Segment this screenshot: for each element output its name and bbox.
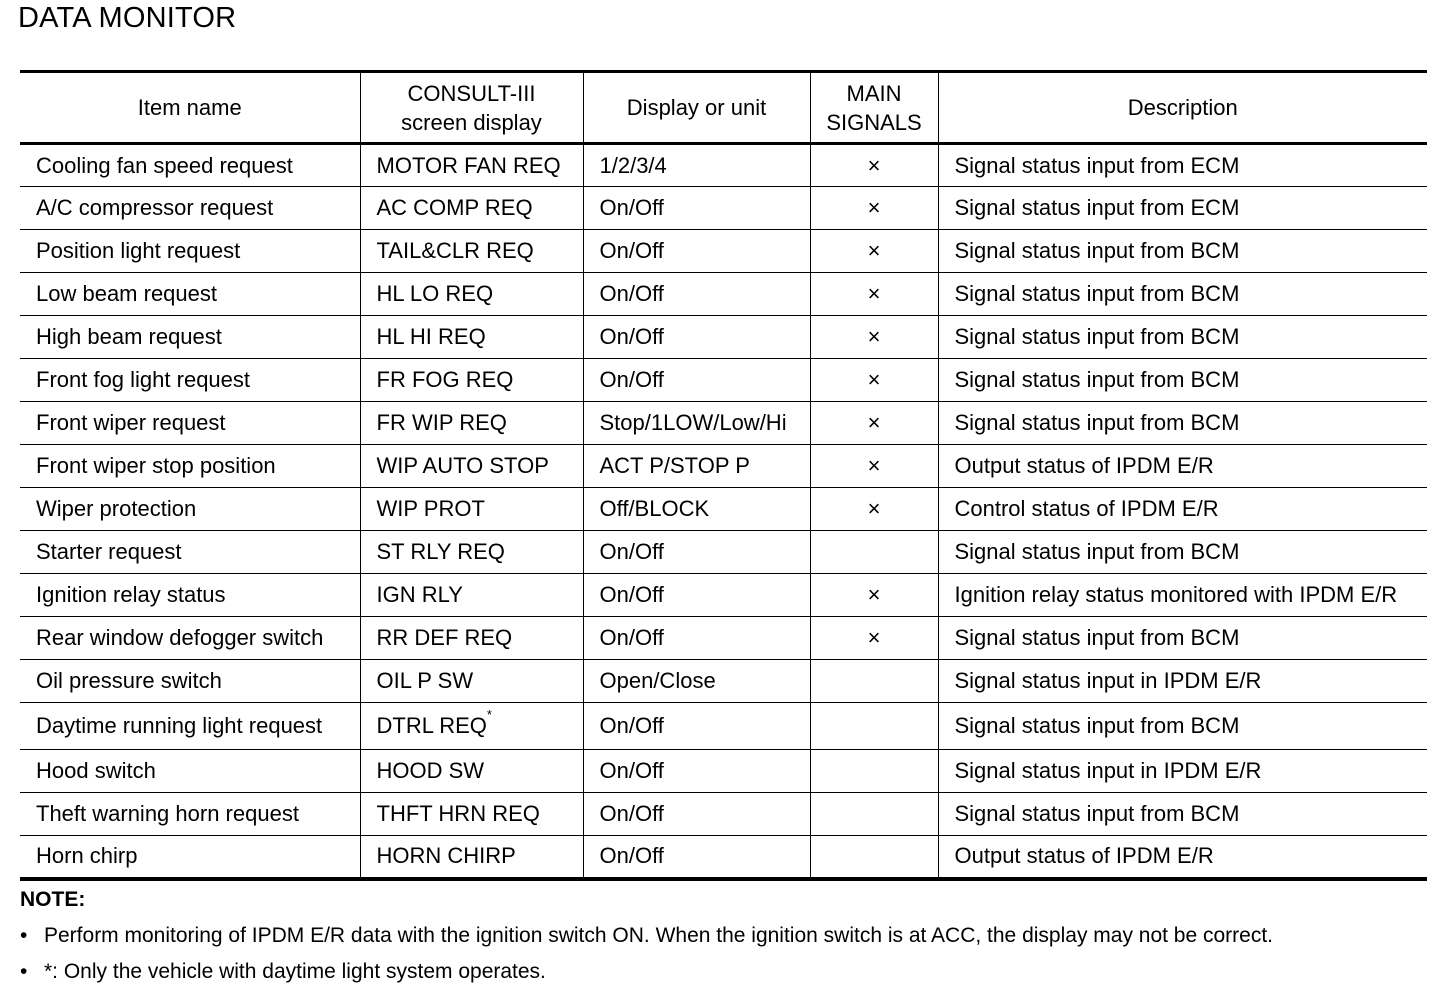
cell-main-signal <box>810 617 938 660</box>
cell-item-name <box>20 230 360 273</box>
cell-screen-display-text: WIP AUTO STOP <box>376 453 549 478</box>
cell-screen-display <box>360 660 583 703</box>
cell-screen-display <box>360 230 583 273</box>
cell-display-unit <box>583 660 810 703</box>
cell-item-name-text: Front fog light request <box>36 367 251 392</box>
table-row <box>20 187 1427 230</box>
cell-screen-display <box>360 836 583 879</box>
cell-main-signal <box>810 230 938 273</box>
cell-display-unit <box>583 273 810 316</box>
cell-item-name-text: Oil pressure switch <box>36 668 222 693</box>
cell-screen-display <box>360 316 583 359</box>
cell-description-text: Signal status input from ECM <box>954 195 1240 220</box>
cell-screen-display-text: DTRL REQ <box>376 713 487 738</box>
cell-display-unit-text: 1/2/3/4 <box>599 152 667 178</box>
cell-item-name-text: Theft warning horn request <box>36 801 299 826</box>
cell-description <box>938 488 1427 531</box>
cell-main-signal <box>810 144 938 187</box>
cell-description-text: Ignition relay status monitored with IPDM E/R <box>954 582 1398 607</box>
cell-display-unit-text: On/Off <box>599 281 664 306</box>
cell-main-signal-text: × <box>867 195 881 220</box>
table-row <box>20 574 1427 617</box>
cell-display-unit-text: Off/BLOCK <box>599 496 710 521</box>
cell-description-text: Signal status input from BCM <box>954 713 1240 738</box>
cell-display-unit-text: On/Off <box>599 625 664 650</box>
cell-screen-display <box>360 273 583 316</box>
cell-main-signal <box>810 531 938 574</box>
cell-display-unit-text: Stop/1LOW/Low/Hi <box>599 410 787 435</box>
cell-main-signal <box>810 402 938 445</box>
cell-main-signal-text: × <box>867 453 881 478</box>
cell-screen-display-text: WIP PROT <box>376 496 485 521</box>
cell-screen-display-text: MOTOR FAN REQ <box>376 152 561 178</box>
header-display-unit: Display or unit <box>583 72 810 144</box>
cell-screen-display-text: HL HI REQ <box>376 324 486 349</box>
cell-display-unit <box>583 316 810 359</box>
note-bullet <box>20 922 1273 950</box>
cell-display-unit-text: On/Off <box>599 238 664 263</box>
table-row <box>20 531 1427 574</box>
cell-item-name-text: A/C compressor request <box>36 195 274 220</box>
cell-description-text: Signal status input from BCM <box>954 801 1240 826</box>
cell-item-name-text: Wiper protection <box>36 496 197 521</box>
note-title: NOTE: <box>20 888 86 911</box>
note-bullet <box>20 958 1273 986</box>
cell-description <box>938 230 1427 273</box>
cell-main-signal-text: × <box>867 625 881 650</box>
cell-item-name <box>20 617 360 660</box>
cell-main-signal <box>810 488 938 531</box>
cell-main-signal <box>810 750 938 793</box>
cell-main-signal <box>810 574 938 617</box>
cell-display-unit <box>583 574 810 617</box>
table-row <box>20 402 1427 445</box>
cell-main-signal <box>810 703 938 750</box>
cell-display-unit-text: On/Off <box>599 324 664 349</box>
cell-item-name <box>20 660 360 703</box>
cell-item-name <box>20 836 360 879</box>
header-item-name: Item name <box>20 72 360 144</box>
cell-description-text: Signal status input from BCM <box>954 238 1240 263</box>
note-text: Perform monitoring of IPDM E/R data with the ignition switch ON. When the ignition switch is at ACC, the display may not be correct. <box>44 924 1274 947</box>
cell-display-unit-text: On/Off <box>599 367 664 392</box>
header-description: Description <box>938 72 1427 144</box>
cell-description-text: Output status of IPDM E/R <box>954 453 1214 478</box>
cell-item-name-text: High beam request <box>36 324 222 349</box>
cell-item-name-text: Daytime running light request <box>36 713 323 738</box>
cell-main-signal-text: × <box>867 367 881 392</box>
cell-item-name <box>20 703 360 750</box>
cell-item-name <box>20 531 360 574</box>
cell-item-name-text: Low beam request <box>36 281 217 306</box>
cell-screen-display <box>360 488 583 531</box>
cell-screen-display-text: HL LO REQ <box>376 281 494 306</box>
cell-description-text: Signal status input from BCM <box>954 281 1240 306</box>
cell-screen-display-text: THFT HRN REQ <box>376 801 540 826</box>
cell-main-signal <box>810 187 938 230</box>
cell-main-signal-text: × <box>867 324 881 349</box>
cell-screen-display <box>360 750 583 793</box>
header-main-line2: SIGNALS <box>826 109 922 135</box>
cell-screen-display <box>360 793 583 836</box>
cell-description <box>938 531 1427 574</box>
cell-screen-display <box>360 531 583 574</box>
cell-description <box>938 836 1427 879</box>
cell-item-name <box>20 187 360 230</box>
cell-display-unit <box>583 230 810 273</box>
cell-display-unit-text: On/Off <box>599 582 664 607</box>
cell-item-name-text: Front wiper stop position <box>36 453 276 478</box>
cell-item-name <box>20 750 360 793</box>
cell-item-name-text: Hood switch <box>36 758 156 783</box>
data-monitor-table <box>20 70 1427 881</box>
table-row <box>20 488 1427 531</box>
cell-description <box>938 445 1427 488</box>
table-row <box>20 273 1427 316</box>
footnote-marker: * <box>486 707 492 722</box>
cell-main-signal-text: × <box>867 238 881 263</box>
note-text: *: Only the vehicle with daytime light system operates. <box>44 960 546 983</box>
cell-display-unit <box>583 144 810 187</box>
cell-display-unit <box>583 617 810 660</box>
table-row <box>20 793 1427 836</box>
cell-display-unit <box>583 750 810 793</box>
cell-description-text: Signal status input from BCM <box>954 367 1240 392</box>
cell-screen-display-text: FR FOG REQ <box>376 367 514 392</box>
cell-description-text: Output status of IPDM E/R <box>954 843 1214 869</box>
cell-description-text: Signal status input in IPDM E/R <box>954 668 1262 693</box>
cell-display-unit-text: On/Off <box>599 195 664 220</box>
cell-display-unit-text: On/Off <box>599 713 664 738</box>
cell-screen-display <box>360 187 583 230</box>
header-consult-display <box>360 72 583 144</box>
cell-screen-display <box>360 617 583 660</box>
cell-display-unit <box>583 836 810 879</box>
cell-screen-display-text: HORN CHIRP <box>376 843 516 869</box>
cell-item-name-text: Position light request <box>36 238 241 263</box>
cell-display-unit-text: On/Off <box>599 801 664 826</box>
cell-description <box>938 793 1427 836</box>
page-title: DATA MONITOR <box>18 2 237 34</box>
table-row <box>20 836 1427 879</box>
table-row <box>20 660 1427 703</box>
cell-item-name-text: Ignition relay status <box>36 582 226 607</box>
cell-display-unit-text: Open/Close <box>599 668 716 693</box>
table-row <box>20 750 1427 793</box>
cell-display-unit-text: On/Off <box>599 843 664 869</box>
cell-description <box>938 273 1427 316</box>
cell-description-text: Signal status input from BCM <box>954 625 1240 650</box>
cell-item-name-text: Cooling fan speed request <box>36 152 293 178</box>
header-main-line1: MAIN <box>846 80 902 106</box>
cell-main-signal-text: × <box>867 410 881 435</box>
cell-description <box>938 703 1427 750</box>
header-main-signals <box>810 72 938 144</box>
table-row <box>20 359 1427 402</box>
cell-main-signal <box>810 316 938 359</box>
cell-description-text: Control status of IPDM E/R <box>954 496 1219 521</box>
cell-item-name <box>20 273 360 316</box>
cell-display-unit <box>583 793 810 836</box>
cell-screen-display-text: TAIL&CLR REQ <box>376 238 534 263</box>
cell-display-unit <box>583 359 810 402</box>
cell-item-name-text: Front wiper request <box>36 410 226 435</box>
table-row <box>20 230 1427 273</box>
cell-screen-display-text: HOOD SW <box>376 758 485 783</box>
cell-display-unit <box>583 531 810 574</box>
cell-description-text: Signal status input from BCM <box>954 539 1240 564</box>
cell-item-name <box>20 488 360 531</box>
cell-screen-display <box>360 445 583 488</box>
cell-screen-display-text: ST RLY REQ <box>376 539 505 564</box>
cell-main-signal <box>810 836 938 879</box>
cell-item-name <box>20 793 360 836</box>
cell-screen-display-text: IGN RLY <box>376 582 463 607</box>
cell-display-unit-text: On/Off <box>599 539 664 564</box>
cell-description <box>938 187 1427 230</box>
cell-description <box>938 402 1427 445</box>
cell-screen-display <box>360 574 583 617</box>
table-row <box>20 316 1427 359</box>
header-consult-line2: screen display <box>401 109 542 135</box>
cell-description-text: Signal status input in IPDM E/R <box>954 758 1262 783</box>
cell-screen-display-text: AC COMP REQ <box>376 195 533 220</box>
cell-screen-display-text: OIL P SW <box>376 668 474 693</box>
cell-description <box>938 316 1427 359</box>
table-row <box>20 617 1427 660</box>
cell-screen-display <box>360 359 583 402</box>
cell-item-name-text: Horn chirp <box>36 843 138 869</box>
cell-main-signal <box>810 359 938 402</box>
cell-display-unit-text: On/Off <box>599 758 664 783</box>
cell-screen-display <box>360 703 583 750</box>
cell-item-name <box>20 574 360 617</box>
cell-main-signal <box>810 445 938 488</box>
cell-description <box>938 617 1427 660</box>
cell-item-name <box>20 359 360 402</box>
cell-display-unit <box>583 445 810 488</box>
cell-main-signal-text: × <box>867 496 881 521</box>
header-consult-line1: CONSULT-III <box>407 80 536 106</box>
cell-item-name <box>20 144 360 187</box>
cell-item-name <box>20 316 360 359</box>
cell-main-signal <box>810 793 938 836</box>
cell-description <box>938 574 1427 617</box>
cell-screen-display <box>360 402 583 445</box>
cell-description <box>938 359 1427 402</box>
table-row <box>20 445 1427 488</box>
cell-main-signal-text: × <box>867 281 881 306</box>
bullet-symbol: • <box>20 960 28 983</box>
cell-main-signal <box>810 273 938 316</box>
cell-display-unit <box>583 187 810 230</box>
cell-main-signal-text: × <box>867 582 881 607</box>
note-section <box>20 886 1273 986</box>
cell-description-text: Signal status input from BCM <box>954 324 1240 349</box>
table-row <box>20 144 1427 187</box>
cell-item-name <box>20 402 360 445</box>
cell-display-unit <box>583 703 810 750</box>
cell-screen-display-text: RR DEF REQ <box>376 625 513 650</box>
cell-display-unit <box>583 488 810 531</box>
table-header-row <box>20 72 1427 144</box>
cell-item-name-text: Starter request <box>36 539 182 564</box>
cell-item-name <box>20 445 360 488</box>
cell-item-name-text: Rear window defogger switch <box>36 625 324 650</box>
cell-description-text: Signal status input from BCM <box>954 410 1240 435</box>
table-row <box>20 703 1427 750</box>
cell-main-signal-text: × <box>867 152 881 178</box>
cell-description <box>938 750 1427 793</box>
cell-main-signal <box>810 660 938 703</box>
cell-description <box>938 660 1427 703</box>
cell-description-text: Signal status input from ECM <box>954 152 1240 178</box>
cell-display-unit <box>583 402 810 445</box>
cell-description <box>938 144 1427 187</box>
bullet-symbol: • <box>20 924 28 947</box>
cell-display-unit-text: ACT P/STOP P <box>599 453 750 478</box>
cell-screen-display <box>360 144 583 187</box>
cell-screen-display-text: FR WIP REQ <box>376 410 507 435</box>
